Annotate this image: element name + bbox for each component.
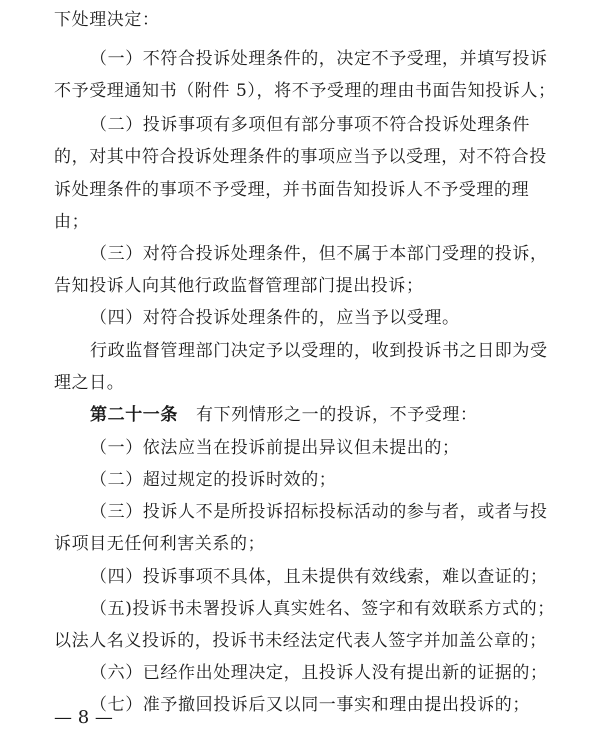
text-line: （一）依法应当在投诉前提出异议但未提出的；: [90, 438, 460, 458]
text-line: 理之日。: [54, 373, 125, 393]
article-text: 有下列情形之一的投诉，不予受理：: [196, 405, 478, 425]
page-number: — 8 —: [54, 707, 113, 728]
text-line: 行政监督管理部门决定予以受理的，收到投诉书之日即为受: [90, 341, 548, 361]
text-line: （一）不符合投诉处理条件的，决定不予受理，并填写投诉: [90, 49, 548, 69]
text-line: （七）准予撤回投诉后又以同一事实和理由提出投诉的；: [90, 695, 530, 715]
article-heading: [90, 403, 590, 427]
text-line: （四）投诉事项不具体，且未提供有效线索，难以查证的；: [90, 567, 548, 587]
text-line: 的，对其中符合投诉处理条件的事项应当予以受理，对不符合投: [54, 147, 547, 167]
text-line: （三）投诉人不是所投诉招标投标活动的参与者，或者与投: [90, 502, 548, 522]
article-number: 第二十一条: [90, 405, 178, 425]
text-line: （三）对符合投诉处理条件，但不属于本部门受理的投诉，: [90, 244, 548, 264]
text-line: 不予受理通知书（附件 5），将不予受理的理由书面告知投诉人；: [54, 81, 556, 101]
text-line: 告知投诉人向其他行政监督管理部门提出投诉；: [54, 276, 424, 296]
text-line: （二）投诉事项有多项但有部分事项不符合投诉处理条件: [90, 115, 530, 135]
text-line: （二）超过规定的投诉时效的；: [90, 470, 337, 490]
text-line: 诉处理条件的事项不予受理，并书面告知投诉人不予受理的理: [54, 180, 530, 200]
text-line: 诉项目无任何利害关系的；: [54, 534, 266, 554]
text-line: 以法人名义投诉的，投诉书未经法定代表人签字并加盖公章的；: [54, 631, 547, 651]
text-line: 下处理决定：: [54, 10, 160, 30]
text-line: （六）已经作出处理决定，且投诉人没有提出新的证据的；: [90, 663, 548, 683]
text-line: 由；: [54, 212, 90, 232]
text-line: （四）对符合投诉处理条件的，应当予以受理。: [90, 308, 460, 328]
text-line: （五)投诉书未署投诉人真实姓名、签字和有效联系方式的；: [90, 599, 555, 619]
